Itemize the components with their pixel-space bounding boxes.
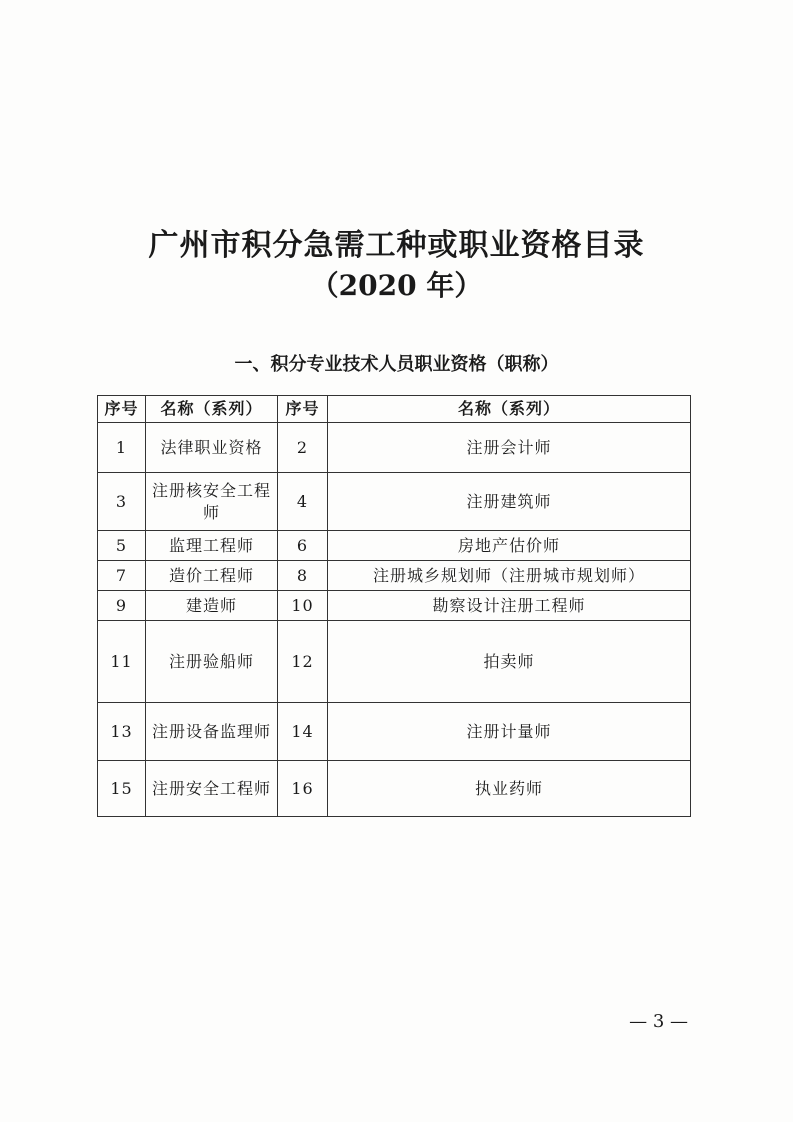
row-seq: 13 bbox=[98, 703, 146, 761]
table-row bbox=[98, 473, 691, 531]
row-seq: 4 bbox=[278, 473, 328, 531]
row-seq: 9 bbox=[98, 591, 146, 621]
row-seq: 7 bbox=[98, 561, 146, 591]
row-name: 注册安全工程师 bbox=[146, 761, 278, 817]
header-seq-2: 序号 bbox=[278, 396, 328, 423]
table-row bbox=[98, 531, 691, 561]
qualification-table bbox=[97, 395, 691, 817]
header-name-2: 名称（系列） bbox=[328, 396, 691, 423]
table-header-row bbox=[98, 396, 691, 423]
row-seq: 11 bbox=[98, 621, 146, 703]
row-seq: 2 bbox=[278, 423, 328, 473]
row-name: 造价工程师 bbox=[146, 561, 278, 591]
page-subtitle: （2020 年） bbox=[310, 269, 483, 302]
row-name: 注册核安全工程师 bbox=[146, 473, 278, 531]
row-name: 房地产估价师 bbox=[328, 531, 691, 561]
row-seq: 16 bbox=[278, 761, 328, 817]
row-seq: 6 bbox=[278, 531, 328, 561]
row-name: 注册建筑师 bbox=[328, 473, 691, 531]
table-row bbox=[98, 591, 691, 621]
row-seq: 8 bbox=[278, 561, 328, 591]
table-row bbox=[98, 703, 691, 761]
row-name: 注册会计师 bbox=[328, 423, 691, 473]
row-name: 注册计量师 bbox=[328, 703, 691, 761]
row-name: 监理工程师 bbox=[146, 531, 278, 561]
row-name: 注册城乡规划师（注册城市规划师） bbox=[328, 561, 691, 591]
page-title: 广州市积分急需工种或职业资格目录 bbox=[148, 228, 645, 263]
row-seq: 12 bbox=[278, 621, 328, 703]
row-seq: 14 bbox=[278, 703, 328, 761]
row-name: 拍卖师 bbox=[328, 621, 691, 703]
header-seq-1: 序号 bbox=[98, 396, 146, 423]
row-name: 建造师 bbox=[146, 591, 278, 621]
page-number: — 3 — bbox=[629, 1011, 688, 1032]
section-heading: 一、积分专业技术人员职业资格（职称） bbox=[234, 354, 559, 375]
row-name: 执业药师 bbox=[328, 761, 691, 817]
row-seq: 3 bbox=[98, 473, 146, 531]
table-row bbox=[98, 621, 691, 703]
row-seq: 10 bbox=[278, 591, 328, 621]
row-seq: 15 bbox=[98, 761, 146, 817]
row-seq: 5 bbox=[98, 531, 146, 561]
row-name: 注册设备监理师 bbox=[146, 703, 278, 761]
row-name: 勘察设计注册工程师 bbox=[328, 591, 691, 621]
table-row bbox=[98, 761, 691, 817]
row-name: 注册验船师 bbox=[146, 621, 278, 703]
row-name: 法律职业资格 bbox=[146, 423, 278, 473]
table-row bbox=[98, 561, 691, 591]
table-row bbox=[98, 423, 691, 473]
header-name-1: 名称（系列） bbox=[146, 396, 278, 423]
row-seq: 1 bbox=[98, 423, 146, 473]
